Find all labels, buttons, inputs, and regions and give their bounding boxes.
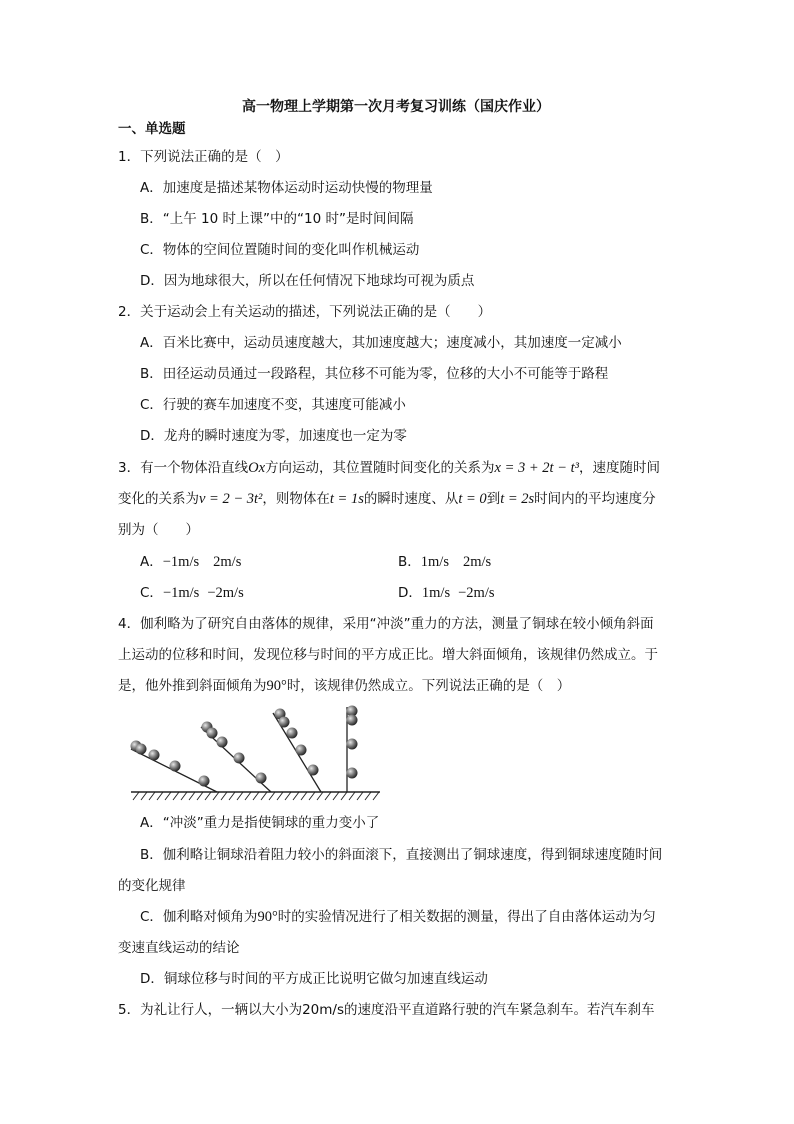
q3-axis: Ox (248, 460, 266, 476)
q4-text: 时的实验情况进行了相关数据的测量，得出了自由落体运动为匀 (277, 909, 656, 925)
q1-stem: 1．下列说法正确的是（ ） (118, 149, 289, 165)
q2-option-d: D．龙舟的瞬时速度为零，加速度也一定为零 (140, 428, 407, 444)
q4-option-b-line-1: B．伽利略让铜球沿着阻力较小的斜面滚下，直接测出了铜球速度，得到铜球速度随时间 (140, 847, 663, 863)
ball (217, 737, 228, 748)
q3-text: 变化的关系为 (118, 491, 199, 507)
q3-text: 到 (486, 491, 501, 507)
q3-text: ，则物体在 (262, 491, 330, 507)
option-value-2: −2m/s (458, 585, 495, 601)
ball (347, 768, 358, 779)
q1-option-c: C．物体的空间位置随时间的变化叫作机械运动 (140, 242, 420, 258)
ball (199, 776, 210, 787)
option-value-1: 1m/s (420, 554, 449, 570)
q1-option-b: B．“上午 10 时上课”中的“10 时”是时间间隔 (140, 211, 414, 227)
option-value-2: 2m/s (213, 554, 242, 570)
q2-option-b: B．田径运动员通过一段路程，其位移不可能为零，位移的大小不可能等于路程 (140, 366, 609, 382)
q5-speed: 20m/s (302, 1002, 345, 1018)
q3-time-1: t = 1s (329, 491, 364, 507)
q4-option-c-line-2: 变速直线运动的结论 (118, 940, 240, 956)
q4-option-a: A．“冲淡”重力是指使铜球的重力变小了 (140, 815, 380, 831)
q3-line-2 (118, 490, 656, 508)
option-value-2: 2m/s (462, 554, 492, 570)
option-label: C． (140, 585, 163, 601)
q2-option-a: A．百米比赛中，运动员速度越大，其加速度越大；速度减小，其加速度一定减小 (140, 335, 622, 351)
q2-stem: 2．关于运动会上有关运动的描述，下列说法正确的是（ ） (118, 304, 492, 320)
q4-line-1: 4．伽利略为了研究自由落体的规律，采用“冲淡”重力的方法，测量了铜球在较小倾角斜面 (118, 616, 654, 632)
q3-option-d (398, 584, 495, 602)
q3-text: ，速度随时间 (578, 460, 660, 476)
q2-option-c: C．行驶的赛车加速度不变，其速度可能减小 (140, 397, 406, 413)
ball (136, 744, 147, 755)
q3-velocity-equation: v = 2 − 3t² (199, 491, 263, 507)
ball (207, 728, 218, 739)
q3-text: 时间内的平均速度分 (534, 491, 656, 507)
q4-angle: 90° (266, 678, 287, 694)
q3-option-c (140, 584, 244, 602)
q5-text: 5．为礼让行人，一辆以大小为 (118, 1002, 303, 1018)
q3-option-b (398, 553, 491, 571)
q4-line-2: 上运动的位移和时间，发现位移与时间的平方成正比。增大斜面倾角，该规律仍然成立。于 (118, 647, 658, 663)
ball (234, 753, 245, 764)
q5-line-1 (118, 1001, 655, 1019)
section-heading: 一、单选题 (118, 121, 186, 137)
q3-line-3: 别为（ ） (118, 522, 199, 538)
q3-time-0: t = 0 (458, 491, 487, 507)
ball (279, 717, 290, 728)
option-value-1: −1m/s (162, 585, 200, 601)
q3-text: 的瞬时速度、从 (363, 491, 459, 507)
q4-text: 是，他外推到斜面倾角为 (118, 678, 267, 694)
option-value-1: 1m/s (421, 585, 451, 601)
page-title: 高一物理上学期第一次月考复习训练（国庆作业） (242, 99, 550, 115)
q4-option-b-line-2: 的变化规律 (118, 878, 186, 894)
option-label: B． (398, 554, 421, 570)
q1-option-d: D．因为地球很大，所以在任何情况下地球均可视为质点 (140, 273, 475, 289)
q4-text: C．伽利略对倾角为 (140, 909, 258, 925)
q4-text: 时，该规律仍然成立。下列说法正确的是（ ） (286, 678, 571, 694)
q1-option-a: A．加速度是描述某物体运动时运动快慢的物理量 (140, 180, 433, 196)
q3-time-2: t = 2s (500, 491, 535, 507)
q3-text: 3．有一个物体沿直线 (118, 460, 249, 476)
ball (347, 715, 358, 726)
ground-hatching (133, 792, 379, 800)
q3-text: 方向运动，其位置随时间变化的关系为 (265, 460, 495, 476)
ball (287, 728, 298, 739)
ball (170, 761, 181, 772)
ball (296, 745, 307, 756)
option-label: A． (140, 554, 163, 570)
q4-line-3 (118, 677, 570, 695)
option-value-1: −1m/s (162, 554, 200, 570)
ball (256, 773, 267, 784)
q4-option-c-line-1 (140, 908, 656, 926)
ball (347, 739, 358, 750)
option-value-2: −2m/s (207, 585, 244, 601)
q3-option-a (140, 553, 241, 571)
q3-line-1 (118, 459, 660, 477)
q4-option-d: D．铜球位移与时间的平方成正比说明它做匀加速直线运动 (140, 971, 488, 987)
q5-text: 的速度沿平直道路行驶的汽车紧急刹车。若汽车刹车 (344, 1002, 655, 1018)
q3-position-equation: x = 3 + 2t − t³ (494, 460, 579, 476)
option-label: D． (398, 585, 422, 601)
ball (149, 750, 160, 761)
ball (308, 765, 319, 776)
q4-angle: 90° (257, 909, 278, 925)
inclined-planes-figure (125, 703, 385, 803)
